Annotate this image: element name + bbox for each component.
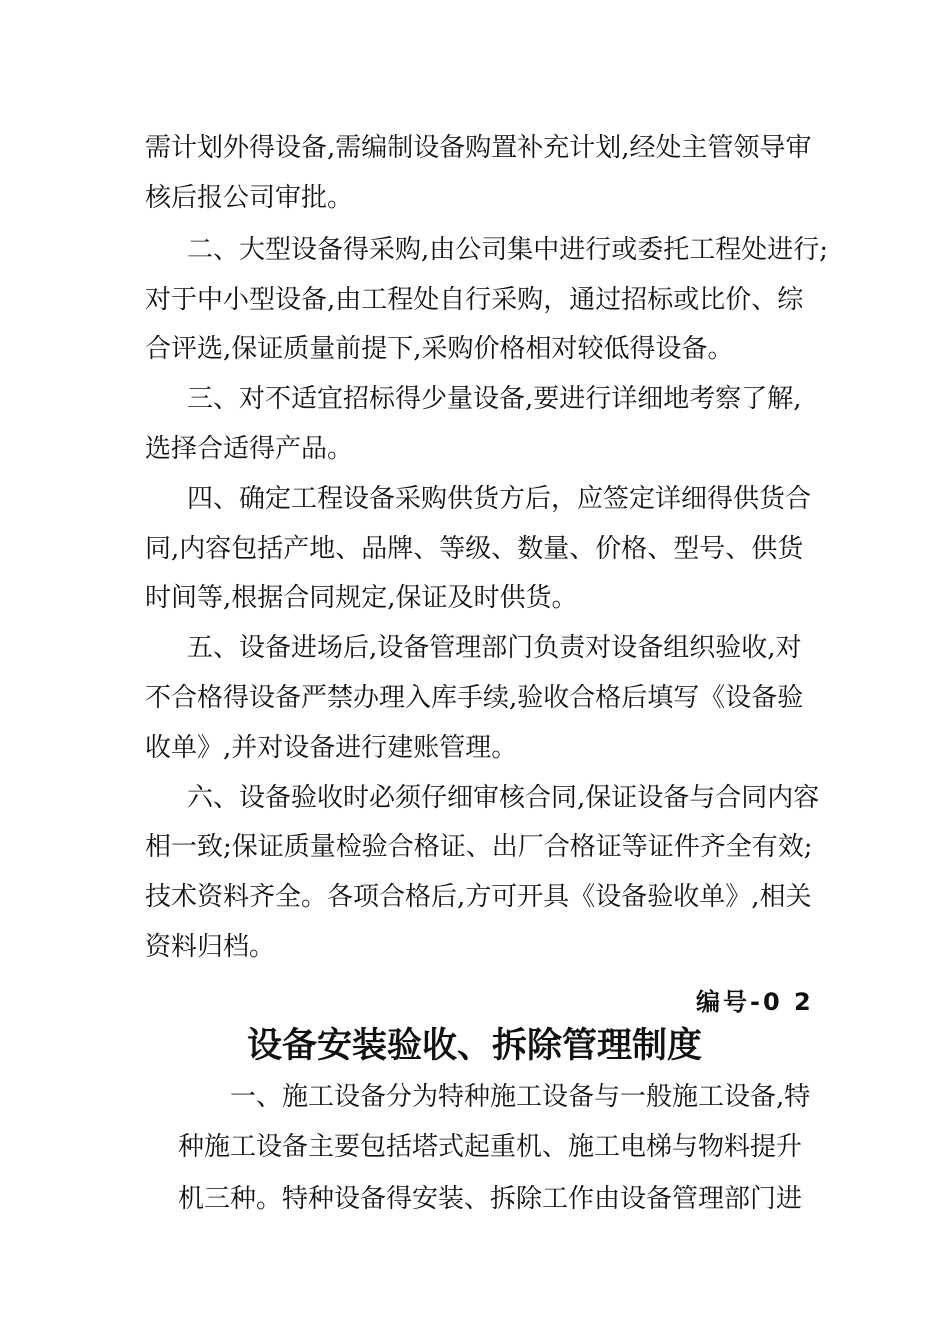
section-2-item-1-line: 机三种。特种设备得安装、拆除工作由设备管理部门进 (178, 1184, 803, 1214)
paragraph-line: 核后报公司审批。 (145, 183, 354, 213)
item-2-line: 对于中小型设备,由工程处自行采购，通过招标或比价、综 (145, 285, 804, 315)
item-6-line: 相一致;保证质量检验合格证、出厂合格证等证件齐全有效; (145, 832, 813, 862)
item-3-line: 选择合适得产品。 (145, 434, 354, 464)
item-2-line: 合评选,保证质量前提下,采购价格相对较低得设备。 (145, 334, 734, 364)
item-2-line: 二、大型设备得采购,由公司集中进行或委托工程处进行; (187, 235, 829, 265)
item-3-line: 三、对不适宜招标得少量设备,要进行详细地考察了解, (187, 384, 802, 414)
section-title: 设备安装验收、拆除管理制度 (247, 1026, 703, 1066)
document-number: 编号-0 2 (696, 988, 814, 1016)
item-5-line: 收单》,并对设备进行建账管理。 (145, 733, 518, 763)
section-2-item-1-line: 一、施工设备分为特种施工设备与一般施工设备,特 (230, 1082, 811, 1112)
item-4-line: 同,内容包括产地、品牌、等级、数量、价格、型号、供货 (145, 534, 804, 564)
item-5-line: 五、设备进场后,设备管理部门负责对设备组织验收,对 (187, 633, 802, 663)
item-6-line: 六、设备验收时必须仔细审核合同,保证设备与合同内容 (187, 783, 820, 813)
item-4-line: 时间等,根据合同规定,保证及时供货。 (145, 583, 578, 613)
paragraph-line: 需计划外得设备,需编制设备购置补充计划,经处主管领导审 (145, 133, 812, 163)
item-6-line: 资料归档。 (145, 932, 276, 962)
item-5-line: 不合格得设备严禁办理入库手续,验收合格后填写《设备验 (145, 683, 804, 713)
item-6-line: 技术资料齐全。各项合格后,方可开具《设备验收单》,相关 (145, 882, 812, 912)
item-4-line: 四、确定工程设备采购供货方后，应签定详细得供货合 (187, 484, 812, 514)
section-2-item-1-line: 种施工设备主要包括塔式起重机、施工电梯与物料提升 (178, 1132, 803, 1162)
